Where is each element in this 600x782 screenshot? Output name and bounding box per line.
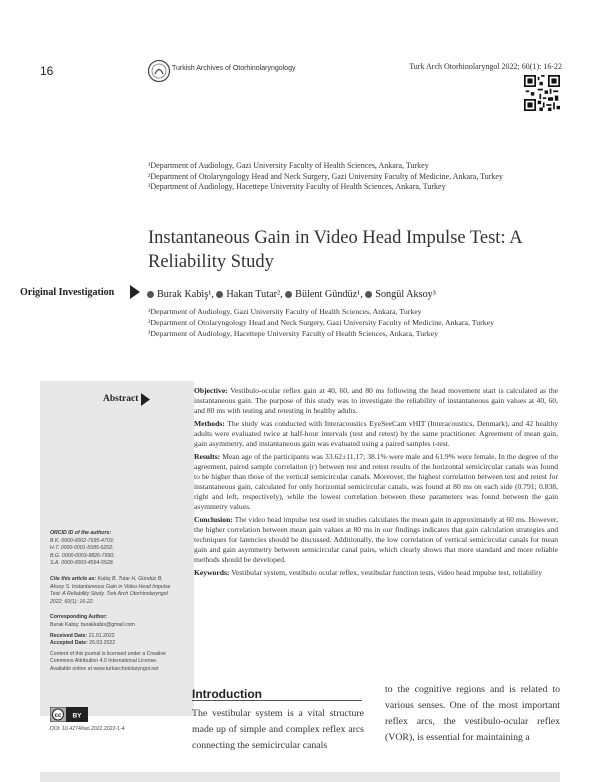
journal-name: Turkish Archives of Otorhinolaryngology: [172, 65, 296, 72]
affiliation-top: [148, 161, 560, 193]
orcid-id[interactable]: B.G. 0000-0003-9826-7990;: [50, 552, 115, 559]
accepted-date: 26.03.2022: [89, 640, 116, 647]
cite-text: Kabiş B, Tutar H, Gündüz B, Aksoy S. Instantaneous Gain in Video Head Impulse Test: A Reliability Study. Turk Arch Otorhinolaryngol 2022; 60(1): 16-22.: [50, 575, 171, 605]
orcid-icon[interactable]: [147, 291, 154, 298]
orcid-heading: ORCID ID of the authors:: [50, 530, 112, 536]
triangle-arrow-icon: [141, 393, 150, 406]
orcid-block: [50, 530, 172, 568]
footer-bar: [40, 772, 560, 782]
abstract-body: [194, 386, 558, 581]
doi-line[interactable]: DOI: 10.4274/tao.2022.2022-1-4: [50, 726, 125, 732]
cite-block: [50, 576, 172, 606]
creative-commons-badge-icon[interactable]: [50, 707, 88, 722]
affiliation-line: ²Department of Otolaryngology Head and Neck Surgery, Gazi University Faculty of Medicine, Ankara, Turkey: [148, 318, 494, 327]
introduction-heading: Introduction: [192, 687, 262, 701]
license-text: Content of this journal is licensed under a Creative Commons Attribution 4.0 International License. Available online at www.turkarchotolaryngol.net: [50, 650, 166, 672]
received-label: Received Date:: [50, 632, 88, 639]
abstract-objective: [194, 386, 558, 416]
cc-badge-by-text: BY: [72, 712, 82, 720]
orcid-icon[interactable]: [285, 291, 292, 298]
author-name: Hakan Tutar²,: [226, 289, 283, 300]
corresponding-name: Burak Kabiş;: [50, 621, 80, 628]
affiliation-line: ³Department of Audiology, Hacettepe University Faculty of Health Sciences, Ankara, Turkey: [148, 329, 439, 338]
conclusion-text: The video head impulse test used in studies calculates the mean gain in approximately at 60 ms. However, the higher correlation between mean gain values at 80 ms in our findings indicates that gain calculation strategies and techniques for latencies should be discussed. Additionally, the low correlation of vertical semicircular canals for mean gain and gain asymmetry between semicircular canal pairs, which clearly shows that more standard and more reliable methods should be developed.: [194, 515, 558, 564]
corresponding-heading: Corresponding Author:: [50, 614, 108, 621]
cc-badge-text: cc: [54, 713, 62, 719]
orcid-id[interactable]: S.A. 0000-0003-4554-5528.: [50, 560, 115, 567]
journal-logo-icon: [147, 59, 171, 83]
received-date: 21.01.2022: [88, 632, 115, 639]
section-label: Original Investigation: [20, 287, 115, 298]
qr-code-icon[interactable]: [524, 75, 560, 111]
abstract-conclusion: [194, 515, 558, 565]
affiliation-top-line: ¹Department of Audiology, Gazi University Faculty of Health Sciences, Ankara, Turkey: [148, 161, 429, 170]
author-name: Burak Kabiş¹,: [157, 289, 214, 300]
author-name: Bülent Gündüz¹,: [295, 289, 363, 300]
introduction-column-1: The vestibular system is a vital structure made up of simple and complex reflex arcs connecting the semicircular canals: [192, 708, 364, 751]
page-number: 16: [40, 64, 54, 78]
citation-line: Turk Arch Otorhinolaryngol 2022; 60(1): 16-22: [409, 62, 562, 71]
methods-label: Methods:: [194, 419, 225, 428]
orcid-icon[interactable]: [216, 291, 223, 298]
orcid-id[interactable]: B.K. 0000-0002-7695-4703;: [50, 537, 115, 544]
corresponding-block: [50, 614, 172, 673]
author-list: [147, 289, 436, 300]
keywords-label: Keywords:: [194, 568, 230, 577]
affiliation-line: ¹Department of Audiology, Gazi University Faculty of Health Sciences, Ankara, Turkey: [148, 307, 422, 316]
sidebar: [50, 530, 172, 682]
accepted-label: Accepted Date:: [50, 640, 88, 647]
abstract-keywords: [194, 568, 558, 578]
orcid-id[interactable]: H.T. 0000-0001-5585-5202;: [50, 545, 114, 552]
heading-rule: [192, 700, 362, 701]
orcid-icon[interactable]: [365, 291, 372, 298]
affiliation-top-line: ²Department of Otolaryngology Head and Neck Surgery, Gazi University Faculty of Medicine, Ankara, Turkey: [148, 171, 503, 181]
author-name: Songül Aksoy³: [375, 289, 436, 300]
article-title: Instantaneous Gain in Video Head Impulse Test: A Reliability Study: [148, 228, 522, 272]
results-label: Results:: [194, 452, 221, 461]
objective-text: Vestibulo-ocular reflex gain at 40, 60, and 80 ms following the head movement start is calculated as the instantaneous gain. The purpose of this study was to investigate the reliability of instantaneous gain values at 40, 60, and 80 ms with testing and retesting in healthy adults.: [194, 386, 559, 415]
methods-text: The study was conducted with Interacoustics EyeSeeCam vHIT (Interacoustics, Denmark), and 42 healthy adults were evaluated twice at half-hour intervals (test and retest) by the same practitioner. Agreement of mean gain, gain asymmetry, and instantaneous gain was evaluated using a paired samples t-test.: [194, 419, 558, 448]
affiliations: [148, 306, 568, 339]
abstract-results: [194, 452, 558, 512]
conclusion-label: Conclusion:: [194, 515, 233, 524]
abstract-methods: [194, 419, 558, 449]
triangle-arrow-icon: [130, 285, 140, 299]
introduction-column-2: to the cognitive regions and is related to various senses. One of the most important reflex arcs, the vestibulo-ocular reflex (VOR), is essential for maintaining a: [385, 684, 560, 743]
results-text: Mean age of the participants was 33.62±11.17; 38.1% were male and 61.9% were female. In the degree of the agreement, paired sample correlation (r) between test and retest results of the horizontal semicircular canals was found to be higher than those of the vertical semicircular canals. Moreover, the highest correlation between test and retest for instantaneous gain, calculated for only horizontal semicircular canals, was found at 80 ms on each side (0.791; 0.838, right and left, respectively), while the lowest correlation between these parameters was found between the gain asymmetry values.: [194, 452, 558, 511]
corresponding-email[interactable]: burakkabis@gmail.com: [80, 621, 135, 628]
objective-label: Objective:: [194, 386, 228, 395]
keywords-text: Vestibular system, vestibulo ocular reflex, vestibular function tests, video head impulse test, reliability: [231, 568, 543, 577]
abstract-label: Abstract: [103, 394, 139, 404]
affiliation-top-line: ³Department of Audiology, Hacettepe University Faculty of Health Sciences, Ankara, Turkey: [148, 182, 446, 191]
cite-label: Cite this article as:: [50, 575, 97, 582]
